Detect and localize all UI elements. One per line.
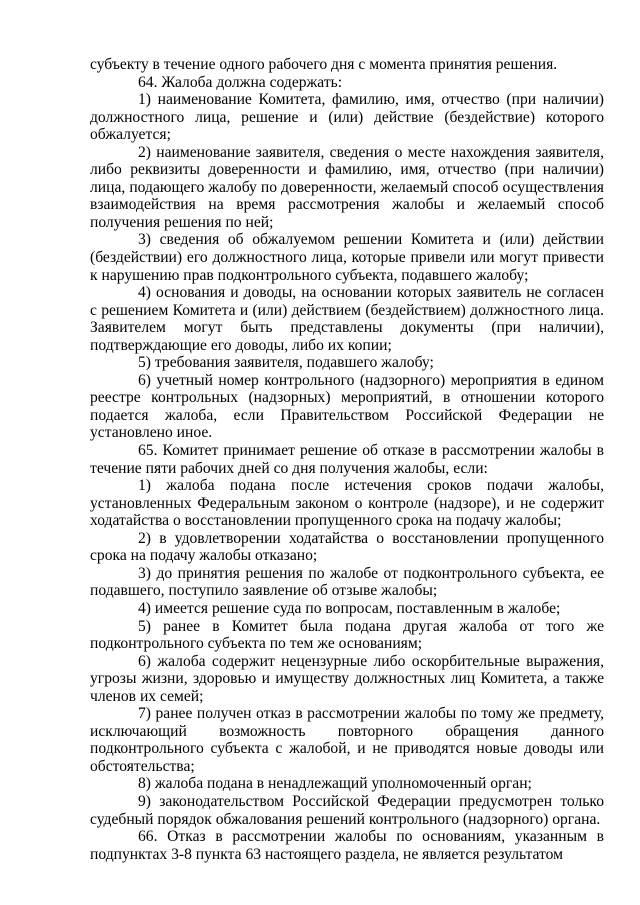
section-65-item-8: 8) жалоба подана в ненадлежащий уполномоченный орган; — [138, 775, 532, 793]
section-64-item-6: 6) учетный номер контрольного (надзорного) мероприятия в едином реестре контрольных (надзорных) мероприятий, в отношении которого подается жалоба, если Правительством Российской Федерации не установлено иное. — [90, 371, 604, 442]
section-65-item-7: 7) ранее получен отказ в рассмотрении жалобы по тому же предмету, исключающий возможность повторного обращения данного подконтрольного субъекта с жалобой, и не приводятся новые доводы или обстоятельства; — [90, 705, 604, 775]
section-64-item-5: 5) требования заявителя, подавшего жалобу; — [138, 354, 434, 372]
section-64-item-4: 4) основания и доводы, на основании которых заявитель не согласен с решением Комитета и (или) действием (бездействием) должностного лица. Заявителем могут быть представлены документы (при наличии), подтверждающие его доводы, либо их копии; — [90, 284, 604, 354]
section-65-heading: 65. Комитет принимает решение об отказе в рассмотрении жалобы в течение пяти рабочих дней со дня получения жалобы, если: — [90, 442, 604, 477]
section-65-item-3: 3) до принятия решения по жалобе от подконтрольного субъекта, ее подавшего, поступило заявление об отзыве жалобы; — [90, 564, 604, 600]
section-66-text: 66. Отказ в рассмотрении жалобы по основаниям, указанным в подпунктах 3-8 пункта 63 настоящего раздела, не является результатом — [90, 828, 604, 863]
section-65-item-6: 6) жалоба содержит нецензурные либо оскорбительные выражения, угрозы жизни, здоровью и имуществу должностных лиц Комитета, а также членов их семей; — [90, 652, 604, 705]
section-64-item-3: 3) сведения об обжалуемом решении Комитета и (или) действии (бездействии) его должностного лица, которые привели или могут привести к нарушению прав подконтрольного субъекта, подавшего жалобу; — [90, 231, 604, 284]
section-65-item-1: 1) жалоба подана после истечения сроков подачи жалобы, установленных Федеральным законом о контроле (надзоре), и не содержит ходатайства о восстановлении пропущенного срока на подачу жалобы; — [90, 477, 604, 530]
document-body — [90, 56, 604, 863]
section-64-item-1: 1) наименование Комитета, фамилию, имя, отчество (при наличии) должностного лица, решение и (или) действие (бездействие) которого обжалуется; — [90, 91, 604, 144]
section-65-item-2: 2) в удовлетворении ходатайства о восстановлении пропущенного срока на подачу жалобы отказано; — [90, 529, 604, 565]
section-65-item-9: 9) законодательством Российской Федерации предусмотрен только судебный порядок обжалования решений контрольного (надзорного) органа. — [90, 792, 604, 828]
section-65-item-5: 5) ранее в Комитет была подана другая жалоба от того же подконтрольного субъекта по тем же основаниям; — [90, 617, 604, 653]
paragraph-continuation: субъекту в течение одного рабочего дня с момента принятия решения. — [90, 56, 558, 73]
section-64-heading: 64. Жалоба должна содержать: — [138, 73, 343, 91]
section-65-item-4: 4) имеется решение суда по вопросам, поставленным в жалобе; — [138, 599, 561, 617]
section-64-item-2: 2) наименование заявителя, сведения о месте нахождения заявителя, либо реквизиты доверенности и фамилию, имя, отчество (при наличии) лица, подающего жалобу по доверенности, желаемый способ осуществления взаимодействия на время рассмотрения жалобы и желаемый способ получения решения по ней; — [90, 143, 604, 231]
